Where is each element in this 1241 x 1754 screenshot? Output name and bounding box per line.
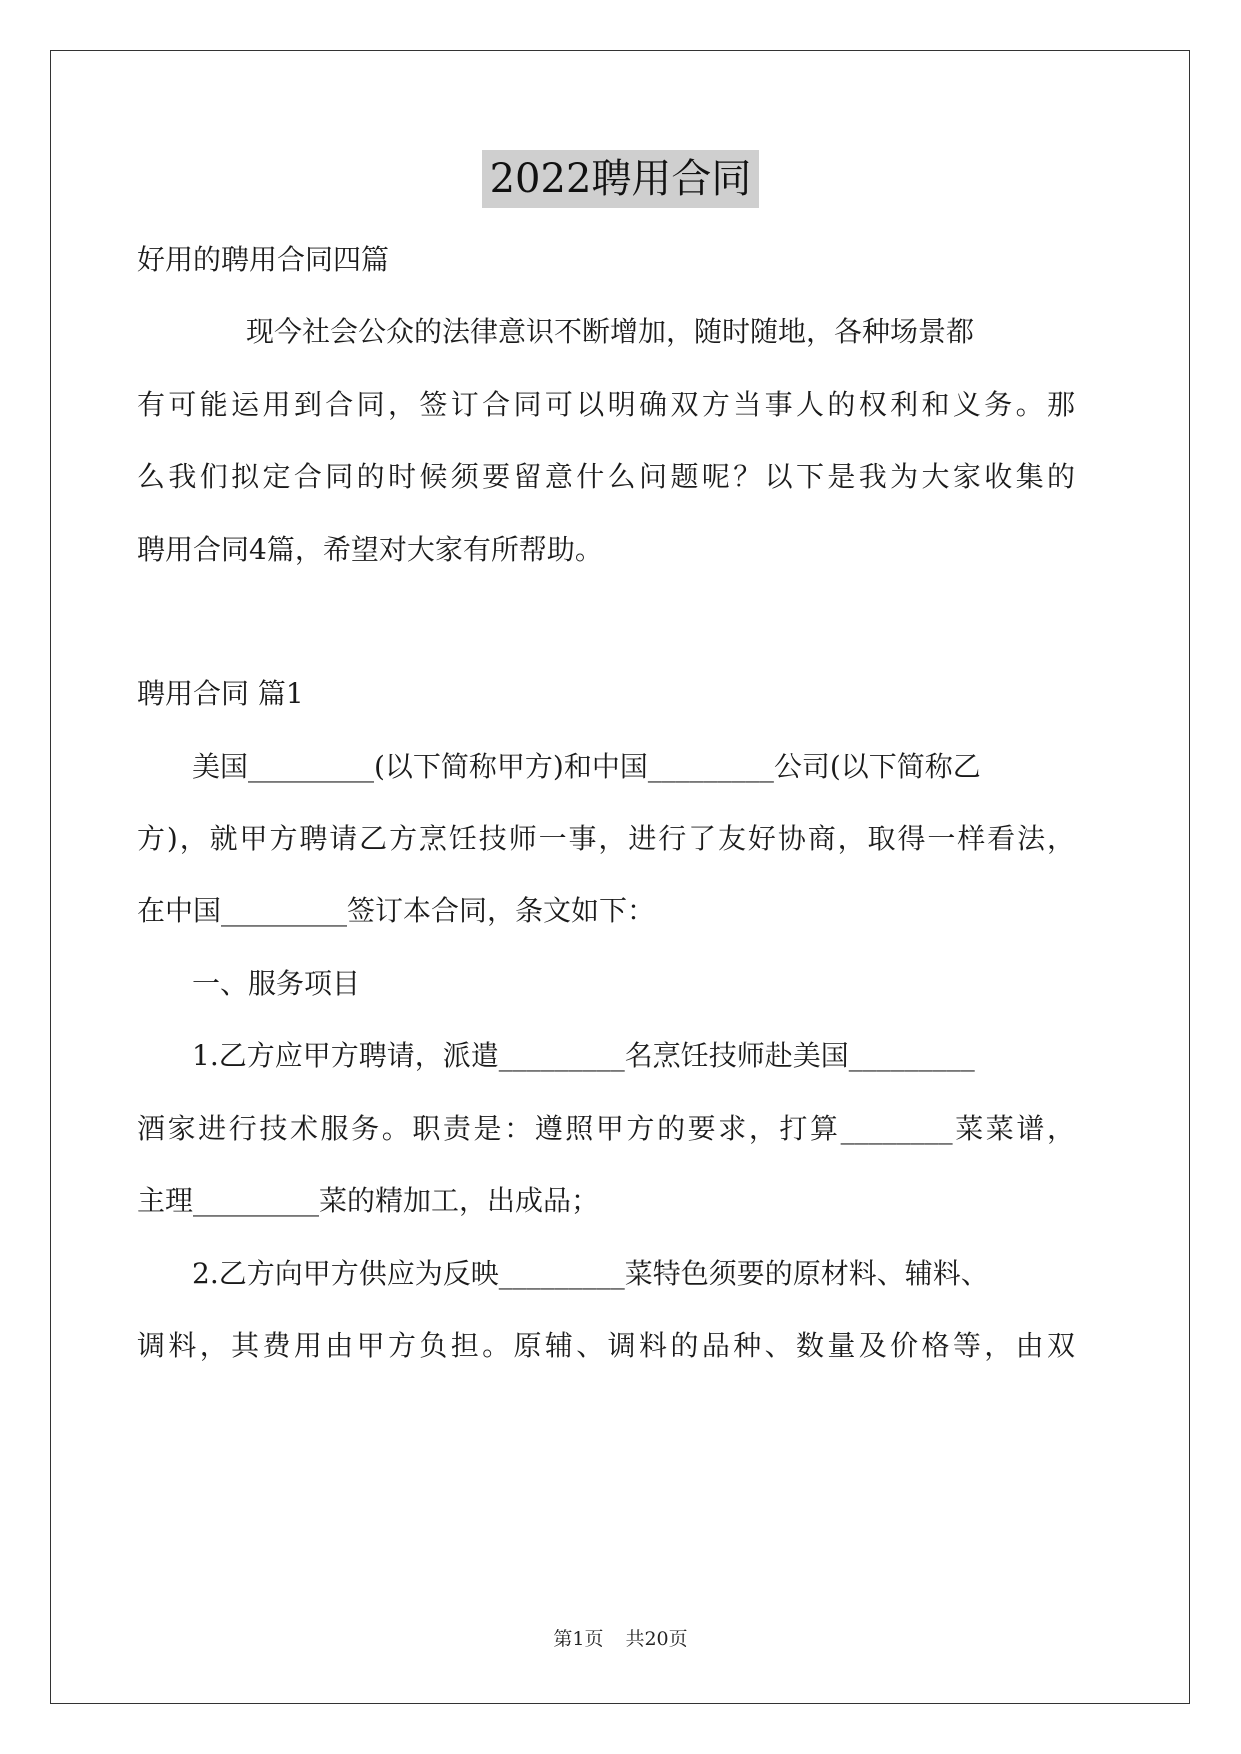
document-title: 2022聘用合同 — [482, 150, 760, 208]
clause-heading: 一、服务项目 — [192, 967, 361, 1000]
paragraph-line: 1.乙方应甲方聘请，派遣_________名烹饪技师赴美国_________ — [192, 1039, 975, 1072]
paragraph-line: 方)，就甲方聘请乙方烹饪技师一事，进行了友好协商，取得一样看法， — [137, 822, 1075, 855]
paragraph-line: 美国_________(以下简称甲方)和中国_________公司(以下简称乙 — [192, 750, 981, 783]
page-border — [50, 50, 1190, 1704]
paragraph-line: 2.乙方向甲方供应为反映_________菜特色须要的原材料、辅料、 — [192, 1257, 989, 1290]
page-total: 共20页 — [625, 1628, 688, 1650]
page-footer — [0, 1624, 1241, 1651]
paragraph-line: 有可能运用到合同，签订合同可以明确双方当事人的权利和义务。那 — [137, 388, 1075, 421]
page-number: 第1页 — [553, 1628, 604, 1650]
paragraph-line: 在中国_________签订本合同，条文如下： — [137, 894, 656, 927]
document-title-wrap — [0, 150, 1241, 208]
paragraph-line: 酒家进行技术服务。职责是：遵照甲方的要求，打算________菜菜谱， — [137, 1112, 1075, 1145]
paragraph-line: 聘用合同4篇，希望对大家有所帮助。 — [137, 533, 603, 566]
paragraph-line: 主理_________菜的精加工，出成品； — [137, 1184, 600, 1217]
paragraph-line: 现今社会公众的法律意识不断增加，随时随地，各种场景都 — [246, 315, 975, 348]
paragraph-line: 么我们拟定合同的时候须要留意什么问题呢？以下是我为大家收集的 — [137, 460, 1075, 493]
subtitle: 好用的聘用合同四篇 — [137, 243, 390, 276]
section-heading: 聘用合同 篇1 — [137, 677, 304, 710]
paragraph-line: 调料，其费用由甲方负担。原辅、调料的品种、数量及价格等，由双 — [137, 1329, 1075, 1362]
